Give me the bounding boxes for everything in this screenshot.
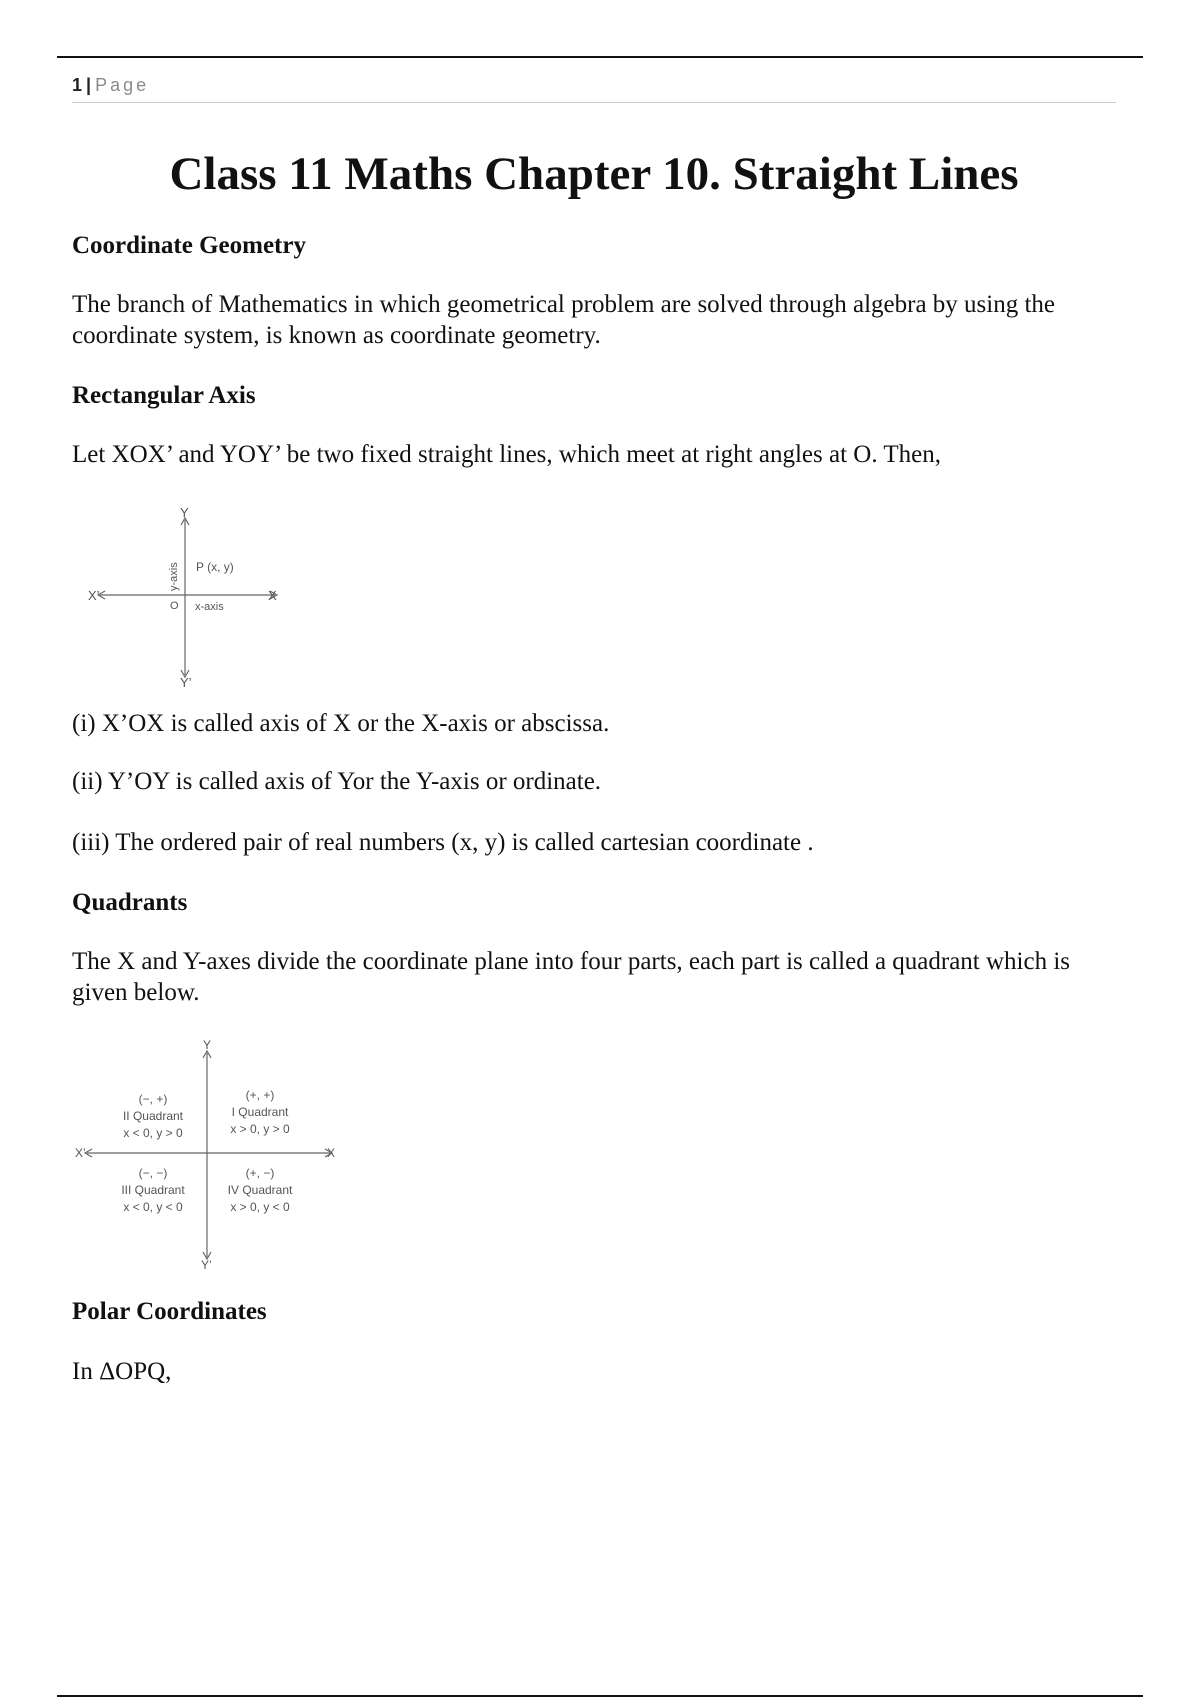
- paragraph-quadrants: The X and Y-axes divide the coordinate plane into four parts, each part is called a quadrant which is given below.: [72, 948, 1071, 1006]
- fig1-point-label: P (x, y): [196, 560, 234, 574]
- fig2-y-top-label: Y: [203, 1038, 212, 1052]
- q3-signs: (−, −): [138, 1166, 168, 1180]
- top-border-rule: [57, 56, 1143, 58]
- document-title: Class 11 Maths Chapter 10. Straight Lines: [169, 148, 1019, 200]
- q3-condition: x < 0, y < 0: [123, 1200, 183, 1214]
- rectangular-axes-figure: [88, 505, 290, 690]
- fig1-origin-label: O: [170, 600, 179, 612]
- q2-name: II Quadrant: [122, 1109, 184, 1123]
- page-number: 1: [72, 75, 83, 95]
- paragraph-polar: In ΔOPQ,: [72, 1358, 172, 1385]
- item-cartesian: (iii) The ordered pair of real numbers (x, y) is called cartesian coordinate .: [72, 829, 814, 856]
- heading-coordinate-geometry: Coordinate Geometry: [72, 232, 306, 259]
- q4-condition: x > 0, y < 0: [230, 1200, 290, 1214]
- quadrants-figure: [75, 1035, 345, 1270]
- fig1-x-left-label: X’: [88, 588, 100, 603]
- fig2-y-bottom-label: Y’: [201, 1258, 212, 1272]
- q1-signs: (+, +): [245, 1088, 275, 1102]
- heading-quadrants: Quadrants: [72, 889, 188, 916]
- paragraph-rectangular-axis: Let XOX’ and YOY’ be two fixed straight lines, which meet at right angles at O. Then,: [72, 441, 941, 468]
- q3-name: III Quadrant: [121, 1183, 185, 1197]
- paragraph-coordinate-geometry: The branch of Mathematics in which geometrical problem are solved through algebra by using the coordinate system, is known as coordinate geometry.: [72, 291, 1056, 349]
- page-label: Page: [95, 75, 150, 95]
- item-y-axis: (ii) Y’OY is called axis of Yor the Y-axis or ordinate.: [72, 768, 602, 795]
- fig1-x-axis-label: x-axis: [195, 601, 224, 613]
- fig2-x-left-label: X’: [75, 1146, 86, 1160]
- heading-polar-coordinates: Polar Coordinates: [72, 1298, 267, 1325]
- fig1-y-top-label: Y: [180, 505, 189, 520]
- q2-condition: x < 0, y > 0: [123, 1126, 183, 1140]
- q1-name: I Quadrant: [231, 1105, 289, 1119]
- q4-signs: (+, −): [245, 1166, 275, 1180]
- fig1-x-right-label: X: [268, 588, 277, 603]
- item-x-axis: (i) X’OX is called axis of X or the X-axis or abscissa.: [72, 710, 610, 737]
- fig2-x-right-label: X: [327, 1146, 336, 1160]
- bottom-border-rule: [57, 1695, 1143, 1697]
- q4-name: IV Quadrant: [227, 1183, 293, 1197]
- q1-condition: x > 0, y > 0: [230, 1122, 290, 1136]
- page-separator: |: [86, 75, 92, 95]
- fig1-y-bottom-label: Y’: [180, 675, 192, 690]
- fig1-y-axis-label: y-axis: [168, 562, 180, 591]
- page-header: [72, 72, 1116, 103]
- q2-signs: (−, +): [138, 1092, 168, 1106]
- heading-rectangular-axis: Rectangular Axis: [72, 382, 256, 409]
